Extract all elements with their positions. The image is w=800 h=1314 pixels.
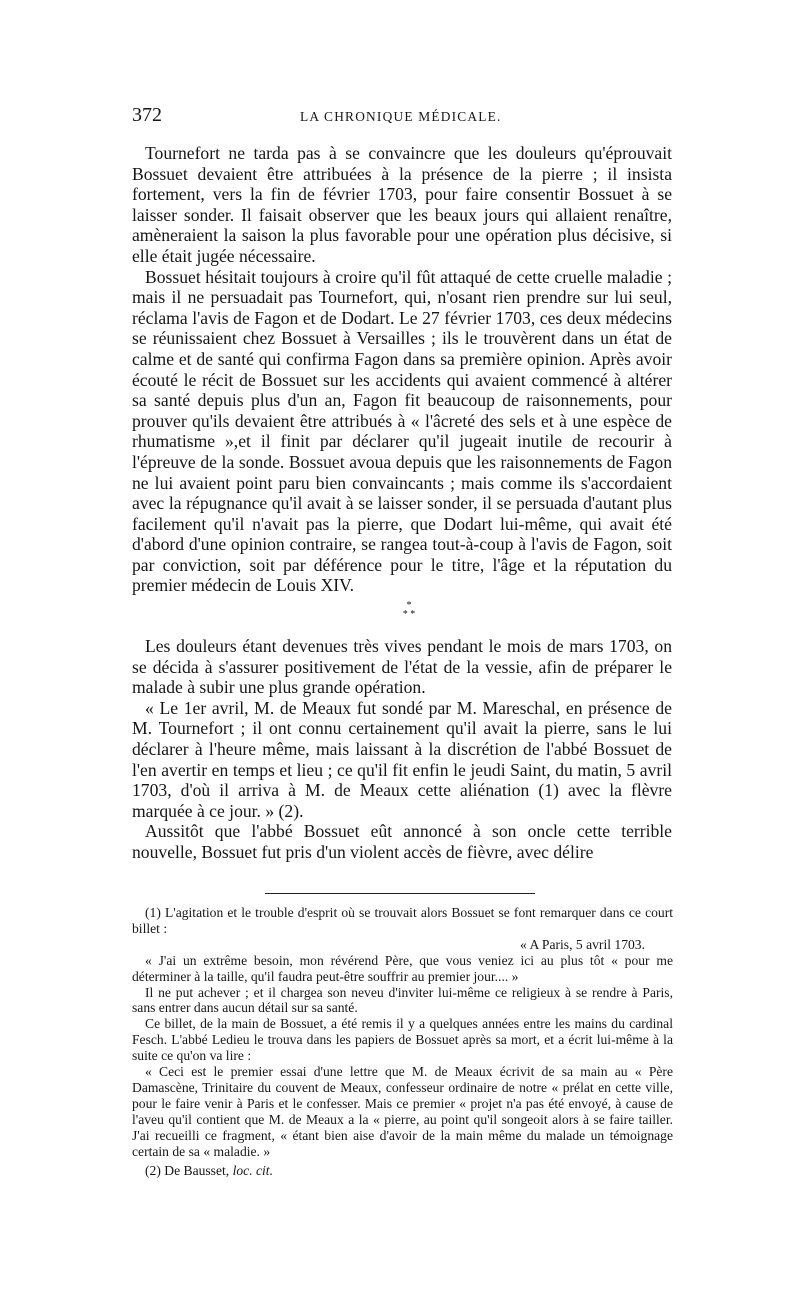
footnote-2-citation: loc. cit. [232, 1162, 273, 1178]
paragraph: Aussitôt que l'abbé Bossuet eût annoncé à son oncle cette terrible nouvelle, Bossuet fut pris d'un violent accès de fièvre, avec délire [132, 821, 672, 862]
footnote-1-quote: « Ceci est le premier essai d'une lettre que M. de Meaux écrivit de sa main au « Père Damascène, Trinitaire du couvent de Meaux, confesseur ordinaire de notre « prélat en cette ville, pour le faire venir à Paris et le confesser. Mais ce premier « projet n'a pas été envoyé, à cause de l'aveu qu'il contient que M. de Meaux a la « pierre, au point qu'il songeoit alors à se faire tailler. J'ai recueilli ce fragment, « étant bien aise d'avoir de la main même du malade un témoignage certain de sa « maladie. » [132, 1064, 673, 1159]
footnote-1-intro: (1) L'agitation et le trouble d'esprit où se trouvait alors Bossuet se font remarquer dans ce court billet : [132, 905, 673, 936]
footnote-2-text: (2) De Bausset, [145, 1162, 230, 1178]
footnote-1-dateline: « A Paris, 5 avril 1703. [520, 936, 645, 952]
asterism-top: * [406, 600, 412, 612]
footnotes [132, 905, 673, 1178]
running-head [132, 104, 672, 134]
paragraph: Les douleurs étant devenues très vives pendant le mois de mars 1703, on se décida à s'assurer positivement de l'état de la vessie, afin de préparer le malade à subir une plus grande opération. [132, 636, 672, 698]
asterism-bottom: * * [402, 609, 416, 621]
paragraph: « Le 1er avril, M. de Meaux fut sondé par M. Mareschal, en présence de M. Tournefort ; il ont connu certainement qu'il avait la pierre, sans le lui déclarer à l'heure même, mais laissant à la discrétion de l'abbé Bossuet de l'en avertir en temps et lieu ; ce qu'il fit enfin le jeudi Saint, du matin, 5 avril 1703, d'où il arriva à M. de Meaux cette aliénation (1) avec la flèvre marquée à ce jour. » (2). [132, 697, 672, 821]
footnote-2 [132, 1163, 673, 1179]
main-text [132, 143, 672, 863]
footnote-separator [265, 893, 535, 894]
asterism-separator [146, 596, 672, 636]
paragraph: Tournefort ne tarda pas à se convaincre que les douleurs qu'éprouvait Bossuet devaient être attribuées à la présence de la pierre ; il insista fortement, vers la fin de février 1703, pour faire consentir Bossuet à se laisser sonder. Il faisait observer que les beaux jours qui allaient renaître, amèneraient la saison la plus favorable pour une opération plus décisive, si elle était jugée nécessaire. [132, 143, 672, 266]
running-title: LA CHRONIQUE MÉDICALE. [300, 109, 502, 124]
footnote-1-text: Il ne put achever ; et il chargea son neveu d'inviter lui-même ce religieux à se rendre à Paris, sans entrer dans aucun détail sur sa santé. [132, 984, 673, 1016]
paragraph: Bossuet hésitait toujours à croire qu'il fût attaqué de cette cruelle maladie ; mais il ne persuadait pas Tournefort, qui, n'osant rien prendre sur lui seul, réclama l'avis de Fagon et de Dodart. Le 27 février 1703, ces deux médecins se réunissaient chez Bossuet à Versailles ; ils le trouvèrent dans un état de calme et de santé qui confirma Fagon dans sa première opinion. Après avoir écouté le récit de Bossuet sur les accidents qui avaient commencé à altérer sa santé depuis plus d'un an, Fagon fit beaucoup de raisonnements, pour prouver qu'ils devaient être attribués à « l'âcreté des sels et à une espèce de rhumatisme »,et il finit par déclarer qu'il jugeait inutile de recourir à l'épreuve de la sonde. Bossuet avoua depuis que les raisonnements de Fagon ne lui avaient point paru bien convaincants ; mais comme ils s'accordaient avec la répugnance qu'il avait à se laisser sonder, il se persuada d'autant plus facilement qu'il n'avait pas la pierre, que Dodart lui-même, qui avait été d'abord d'une opinion contraire, se rangea tout-à-coup à l'avis de Fagon, soit par conviction, soit par déférence pour le titre, l'âge et la réputation du premier médecin de Louis XIV. [132, 266, 672, 596]
page-number: 372 [132, 104, 162, 126]
footnote-1-letter: « J'ai un extrême besoin, mon révérend Père, que vous veniez ici au plus tôt « pour me déterminer à la taille, qu'il faudra peut-être souffrir au premier jour.... » [132, 952, 673, 984]
footnote-1-text: Ce billet, de la main de Bossuet, a été remis il y a quelques années entre les mains du cardinal Fesch. L'abbé Ledieu le trouva dans les papiers de Bossuet après sa mort, et a écrit lui-même à la suite ce qu'on va lire : [132, 1016, 673, 1064]
